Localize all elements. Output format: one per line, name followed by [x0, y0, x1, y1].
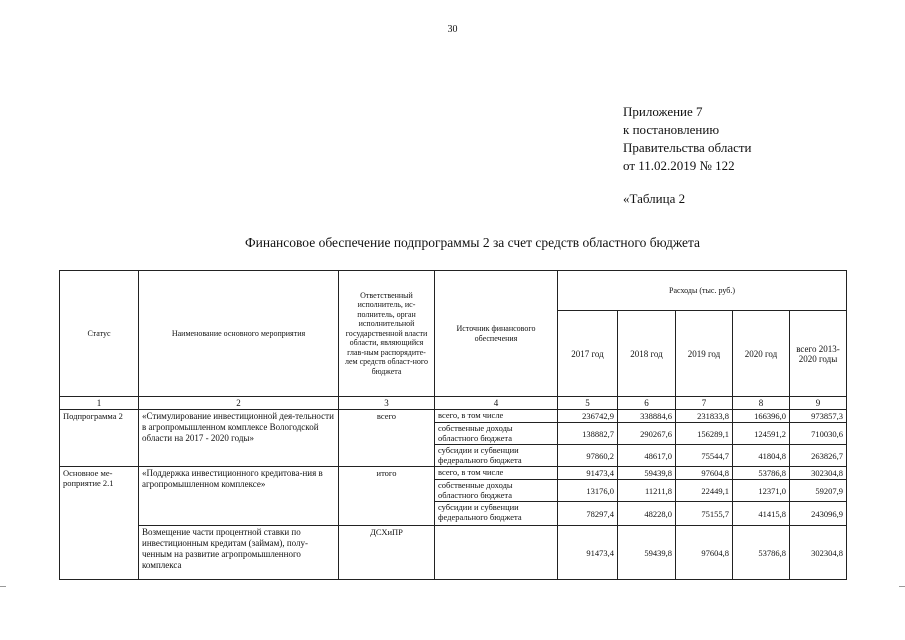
cell-value: 91473,4	[558, 467, 618, 480]
col-number: 6	[618, 397, 676, 410]
header-name: Наименование основного мероприятия	[139, 271, 339, 397]
col-number: 4	[435, 397, 558, 410]
cell-value: 53786,8	[733, 526, 790, 580]
table-row	[60, 467, 847, 480]
col-number: 7	[676, 397, 733, 410]
financing-table	[59, 270, 847, 580]
cell-value: 59439,8	[618, 526, 676, 580]
cell-value: 290267,6	[618, 423, 676, 445]
row-source: субсидии и субвенции федерального бюджета	[435, 502, 558, 526]
cell-value: 166396,0	[733, 410, 790, 423]
row-status: Основное ме-роприятие 2.1	[60, 467, 139, 580]
row-responsible: ДСХиПР	[339, 526, 435, 580]
row-status: Подпрограмма 2	[60, 410, 139, 467]
row-source: всего, в том числе	[435, 467, 558, 480]
scan-edge-mark-right	[899, 586, 905, 587]
cell-value: 41415,8	[733, 502, 790, 526]
row-source: субсидии и субвенции федерального бюджета	[435, 445, 558, 467]
row-source: собственные доходы областного бюджета	[435, 480, 558, 502]
cell-value: 78297,4	[558, 502, 618, 526]
appendix-block	[623, 103, 752, 175]
row-responsible: итого	[339, 467, 435, 526]
row-source: всего, в том числе	[435, 410, 558, 423]
cell-value: 710030,6	[790, 423, 847, 445]
cell-value: 124591,2	[733, 423, 790, 445]
appendix-line-2: к постановлению	[623, 122, 720, 137]
cell-value: 48617,0	[618, 445, 676, 467]
cell-value: 97860,2	[558, 445, 618, 467]
col-number: 9	[790, 397, 847, 410]
cell-value: 156289,1	[676, 423, 733, 445]
row-source	[435, 526, 558, 580]
row-source: собственные доходы областного бюджета	[435, 423, 558, 445]
col-number: 8	[733, 397, 790, 410]
header-source: Источник финансового обеспечения	[435, 271, 558, 397]
cell-value: 138882,7	[558, 423, 618, 445]
header-year-2017: 2017 год	[558, 311, 618, 397]
cell-value: 59439,8	[618, 467, 676, 480]
cell-value: 75155,7	[676, 502, 733, 526]
cell-value: 48228,0	[618, 502, 676, 526]
cell-value: 75544,7	[676, 445, 733, 467]
header-year-2020: 2020 год	[733, 311, 790, 397]
appendix-line-4: от 11.02.2019 № 122	[623, 158, 735, 173]
cell-value: 22449,1	[676, 480, 733, 502]
cell-value: 236742,9	[558, 410, 618, 423]
cell-value: 91473,4	[558, 526, 618, 580]
col-number: 3	[339, 397, 435, 410]
col-number: 5	[558, 397, 618, 410]
cell-value: 302304,8	[790, 467, 847, 480]
header-total: всего 2013-2020 годы	[790, 311, 847, 397]
cell-value: 302304,8	[790, 526, 847, 580]
row-name: Возмещение части процентной ставки по инвестиционным кредитам (займам), полу-ченным на развитие агропромышленного комплекса	[139, 526, 339, 580]
header-year-2019: 2019 год	[676, 311, 733, 397]
scan-edge-mark-left	[0, 586, 6, 587]
cell-value: 231833,8	[676, 410, 733, 423]
cell-value: 13176,0	[558, 480, 618, 502]
row-name: «Поддержка инвестиционного кредитова-ния в агропромышленном комплексе»	[139, 467, 339, 526]
cell-value: 53786,8	[733, 467, 790, 480]
col-number: 2	[139, 397, 339, 410]
page-number: 30	[447, 24, 458, 35]
row-responsible: всего	[339, 410, 435, 467]
cell-value: 97604,8	[676, 467, 733, 480]
col-number: 1	[60, 397, 139, 410]
cell-value: 59207,9	[790, 480, 847, 502]
cell-value: 11211,8	[618, 480, 676, 502]
row-name: «Стимулирование инвестиционной дея-тельности в агропромышленном комплексе Вологодской области на 2017 - 2020 годы»	[139, 410, 339, 467]
header-year-2018: 2018 год	[618, 311, 676, 397]
header-status: Статус	[60, 271, 139, 397]
cell-value: 338884,6	[618, 410, 676, 423]
appendix-line-1: Приложение 7	[623, 104, 703, 119]
table-row	[60, 410, 847, 423]
appendix-line-3: Правительства области	[623, 140, 752, 155]
header-expenses: Расходы (тыс. руб.)	[558, 271, 847, 311]
cell-value: 263826,7	[790, 445, 847, 467]
table-row	[60, 526, 847, 580]
cell-value: 41804,8	[733, 445, 790, 467]
header-responsible: Ответственный исполнитель, ис-полнитель, орган исполнительной государственной власти области, являющийся глав-ным распорядите-лем средств област-ного бюджета	[339, 271, 435, 397]
document-title: Финансовое обеспечение подпрограммы 2 за счет средств областного бюджета	[244, 235, 701, 250]
cell-value: 243096,9	[790, 502, 847, 526]
cell-value: 97604,8	[676, 526, 733, 580]
table-label: «Таблица 2	[623, 191, 686, 206]
cell-value: 973857,3	[790, 410, 847, 423]
cell-value: 12371,0	[733, 480, 790, 502]
